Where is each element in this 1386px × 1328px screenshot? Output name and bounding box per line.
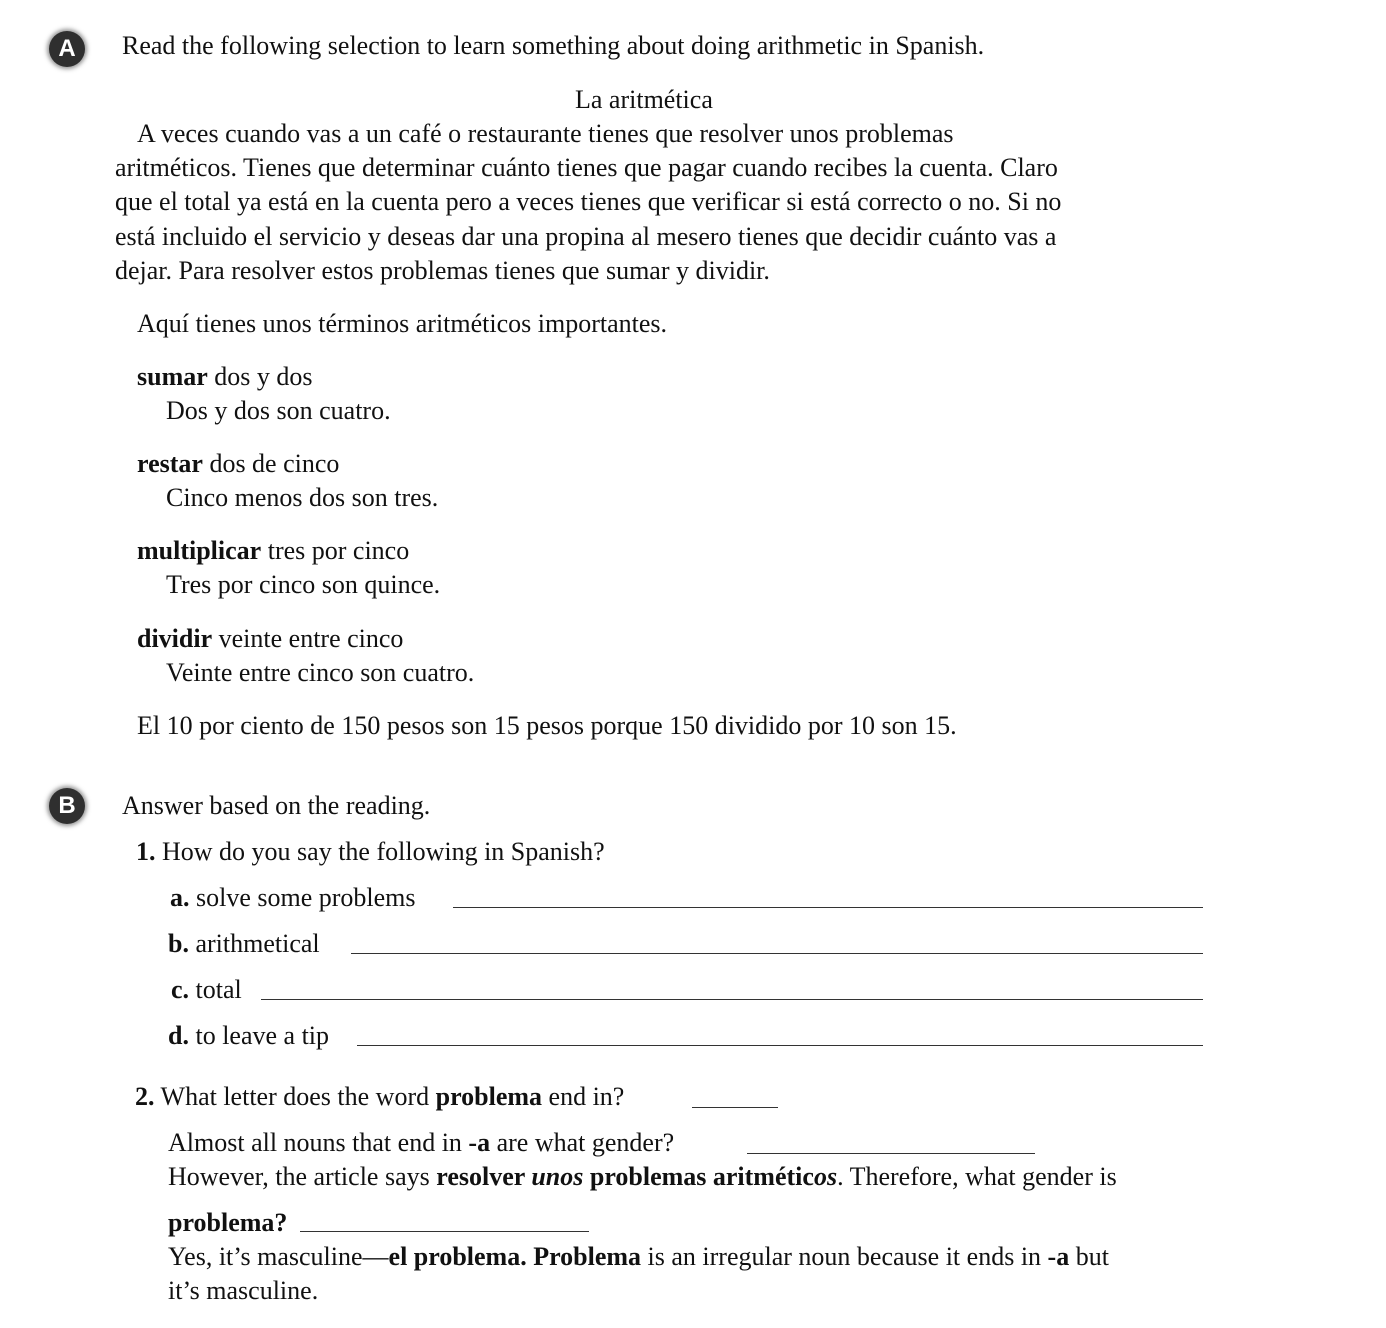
section-b-badge: B <box>49 788 85 824</box>
percent-note: El 10 por ciento de 150 pesos son 15 pesos porque 150 dividido por 10 son 15. <box>137 711 957 740</box>
answer-line-letter[interactable] <box>692 1107 778 1108</box>
problema-question: problema? <box>168 1208 288 1237</box>
paragraph-line-5: dejar. Para resolver estos problemas tienes que sumar y dividir. <box>115 256 770 285</box>
term-word: restar <box>137 449 203 478</box>
answer-line-b[interactable] <box>351 953 1203 954</box>
question-number: 1. <box>136 837 156 866</box>
answer-line-gender[interactable] <box>747 1153 1035 1154</box>
term-sumar-example: Dos y dos son cuatro. <box>166 396 391 425</box>
answer-line-problema-gender[interactable] <box>300 1231 589 1232</box>
answer-line-c[interactable] <box>261 999 1203 1000</box>
section-b-instruction: Answer based on the reading. <box>122 791 431 820</box>
term-word: dividir <box>137 624 213 653</box>
question-2 <box>135 1082 624 1112</box>
term-phrase: veinte entre cinco <box>212 624 404 653</box>
term-dividir <box>137 624 403 654</box>
item-letter: a. <box>170 883 190 912</box>
term-phrase: tres por cinco <box>261 536 410 565</box>
terms-intro: Aquí tienes unos términos aritméticos importantes. <box>137 309 668 338</box>
answer-line-a[interactable] <box>453 907 1203 908</box>
item-b <box>168 929 320 959</box>
item-text: to leave a tip <box>195 1021 330 1050</box>
item-letter: b. <box>168 929 189 958</box>
section-a-badge: A <box>49 31 85 67</box>
term-phrase: dos y dos <box>207 362 313 391</box>
term-multiplicar-example: Tres por cinco son quince. <box>166 570 441 599</box>
paragraph-line-4: está incluido el servicio y deseas dar una propina al mesero tienes que decidir cuánto vas a <box>115 222 1057 251</box>
item-c <box>171 975 242 1005</box>
item-text: arithmetical <box>195 929 320 958</box>
item-text: solve some problems <box>196 883 416 912</box>
question-prompt: How do you say the following in Spanish? <box>162 837 605 866</box>
question-prompt: What letter does the word problema end in? <box>160 1082 625 1111</box>
paragraph-line-2: aritméticos. Tienes que determinar cuánto tienes que pagar cuando recibes la cuenta. Claro <box>115 153 1058 182</box>
question-1 <box>136 837 605 867</box>
item-a <box>170 883 416 913</box>
term-sumar <box>137 362 313 392</box>
term-phrase: dos de cinco <box>202 449 340 478</box>
answer-line-d[interactable] <box>357 1045 1203 1046</box>
gender-question: Almost all nouns that end in -a are what gender? <box>168 1128 675 1157</box>
paragraph-line-1: A veces cuando vas a un café o restaurante tienes que resolver unos problemas <box>137 119 954 148</box>
section-a-instruction: Read the following selection to learn something about doing arithmetic in Spanish. <box>122 31 985 60</box>
paragraph-line-3: que el total ya está en la cuenta pero a veces tienes que verificar si está correcto o no. Si no <box>115 187 1062 216</box>
question-number: 2. <box>135 1082 155 1111</box>
term-restar <box>137 449 339 479</box>
explanation-line-1: Yes, it’s masculine—el problema. Problema is an irregular noun because it ends in -a but <box>168 1242 1109 1271</box>
reading-title: La aritmética <box>575 85 713 114</box>
item-letter: d. <box>168 1021 189 1050</box>
term-word: sumar <box>137 362 208 391</box>
term-multiplicar <box>137 536 409 566</box>
item-text: total <box>195 975 242 1004</box>
however-text: However, the article says resolver unos problemas aritméticos. Therefore, what gender is <box>168 1162 1117 1191</box>
explanation-line-2: it’s masculine. <box>168 1276 319 1305</box>
term-word: multiplicar <box>137 536 262 565</box>
term-dividir-example: Veinte entre cinco son cuatro. <box>166 658 475 687</box>
item-letter: c. <box>171 975 190 1004</box>
term-restar-example: Cinco menos dos son tres. <box>166 483 439 512</box>
item-d <box>168 1021 329 1051</box>
